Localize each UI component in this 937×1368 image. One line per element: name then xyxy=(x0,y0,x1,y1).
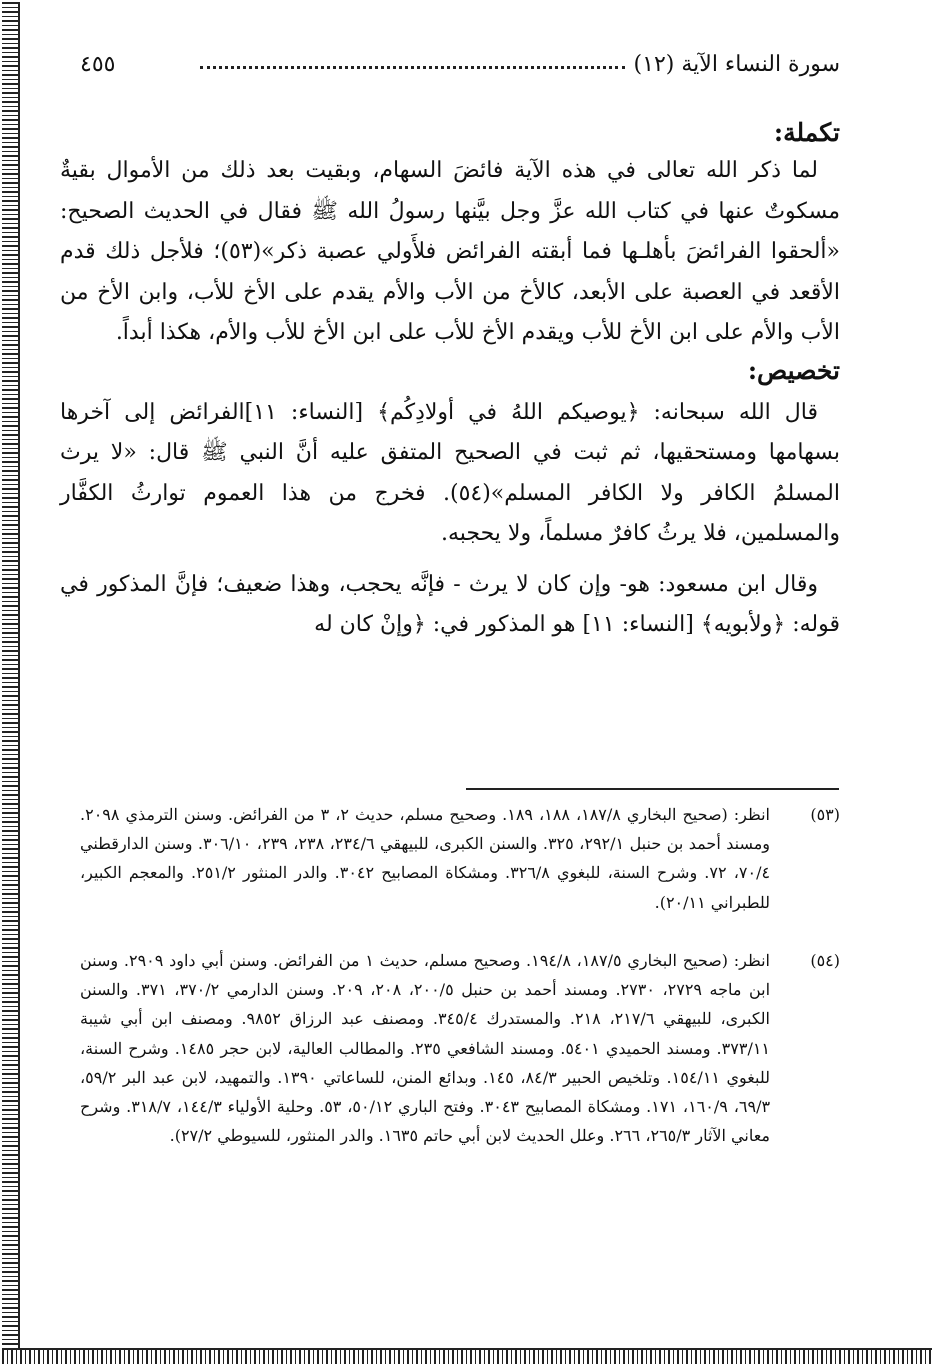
heading-takmila: تكملة: xyxy=(773,118,840,147)
footnote-mark: (٥٤) xyxy=(810,951,840,970)
surah-title: سورة النساء الآية (١٢) xyxy=(633,52,840,77)
paragraph-takhsis-1: قال الله سبحانه: ﴿يوصيكم اللهُ في أولادِكُم﴾ [النساء: ١١]الفرائض إلى آخرها بسهامها ومستحقيها، ثم ثبت في الصحيح المتفق عليه أنَّ النبي ﷺ قال: «لا يرث المسلمُ الكافر ولا الكافر المسلم»(٥٤). فخرج من هذا العموم توارثُ الكفَّار والمسلمين، فلا يرثُ كافرٌ مسلماً، ولا يحجبه. xyxy=(60,399,840,546)
paragraph-takhsis-2: وقال ابن مسعود: هو- وإن كان لا يرث - فإنَّه يحجب، وهذا ضعيف؛ فإنَّ المذكور في قوله: ﴿ولأبويه﴾ [النساء: ١١] هو المذكور في: ﴿وإنْ كان له xyxy=(60,571,840,637)
footnote-mark: (٥٣) xyxy=(810,805,840,824)
decorative-bottom-border xyxy=(2,1348,932,1364)
footnote-separator xyxy=(466,788,839,790)
footnote-text: انظر: (صحيح البخاري ١٨٧/٨، ١٨٨، ١٨٩. وصحيح مسلم، حديث ٢، ٣ من الفرائض. وسنن الترمذي ٢٠٩٨. ومسند أحمد بن حنبل ٢٩٢/١، ٣٢٥. والسنن الكبرى، للبيهقي ٢٣٤/٦، ٢٣٨، ٢٣٩، ٣٠٦/١٠. وسنن الدارقطني ٧٠/٤، ٧٢. وشرح السنة، للبغوي ٣٢٦/٨. ومشكاة المصابيح ٣٠٤٢. والدر المنثور ٢٥١/٢. والمعجم الكبير، للطبراني ٢٠/١١). xyxy=(80,805,771,912)
footnote-text: انظر: (صحيح البخاري ١٨٧/٥، ١٩٤/٨. وصحيح مسلم، حديث ١ من الفرائض. وسنن أبي داود ٢٩٠٩. وسنن ابن ماجه ٢٧٢٩، ٢٧٣٠. ومسند أحمد بن حنبل ٢٠٠/٥، ٢٠٨، ٢٠٩. وسنن الدارمي ٣٧٠/٢، ٣٧١. والسنن الكبرى، للبيهقي ٢١٧/٦، ٢١٨. والمستدرك ٣٤٥/٤. ومصنف عبد الرزاق ٩٨٥٢. ومصنف ابن أبي شيبة ٣٧٣/١١. ومسند الحميدي ٥٤٠١. ومسند الشافعي ٢٣٥. والمطالب العالية، لابن حجر ١٤٨٥. وشرح السنة، للبغوي ١٥٤/١١. وتلخيص الحبير ٨٤/٣، ١٤٥. وبدائع المنن، للساعاتي ١٣٩٠. والتمهيد، لابن عبد البر ٥٩/٢، ٦٩/٣، ١٦٠/٩، ١٧١. ومشكاة المصابيح ٣٠٤٣. وفتح الباري ٥٠/١٢، ٥٣. وحلية الأولياء ١٤٤/٣، ٣١٨/٧. وشرح معاني الآثار ٢٦٥/٣، ٢٦٦. وعلل الحديث لابن أبي حاتم ١٦٣٥. والدر المنثور، للسيوطي ٢٧/٢). xyxy=(80,951,771,1146)
paragraph-takmila: لما ذكر الله تعالى في هذه الآية فائضَ السهام، وبقيت بعد ذلك من الأموال بقيةٌ مسكوتٌ عنها في كتاب الله عزَّ وجل بيَّنها رسولُ الله ﷺ فقال في الحديث الصحيح: «ألحقوا الفرائضَ بأهلـها فما أبقته الفرائض فلأَولي عصبة ذكر»(٥٣)؛ فلأجل ذلك قدم الأقعد في العصبة على الأبعد، كالأخ من الأب والأم يقدم على الأخ للأب، وابن الأخ من الأب والأم على ابن الأخ للأب ويقدم الأخ للأب على ابن الأخ للأب والأم، هكذا أبداً. xyxy=(60,158,840,345)
footnote-53 xyxy=(80,800,840,917)
main-text xyxy=(60,118,840,646)
page-number: ٤٥٥ xyxy=(80,52,116,77)
running-header xyxy=(80,52,840,92)
heading-takhsis: تخصيص: xyxy=(747,355,840,385)
header-leader-dots xyxy=(200,66,625,69)
footnote-54 xyxy=(80,946,840,1150)
decorative-left-border xyxy=(2,2,20,1362)
